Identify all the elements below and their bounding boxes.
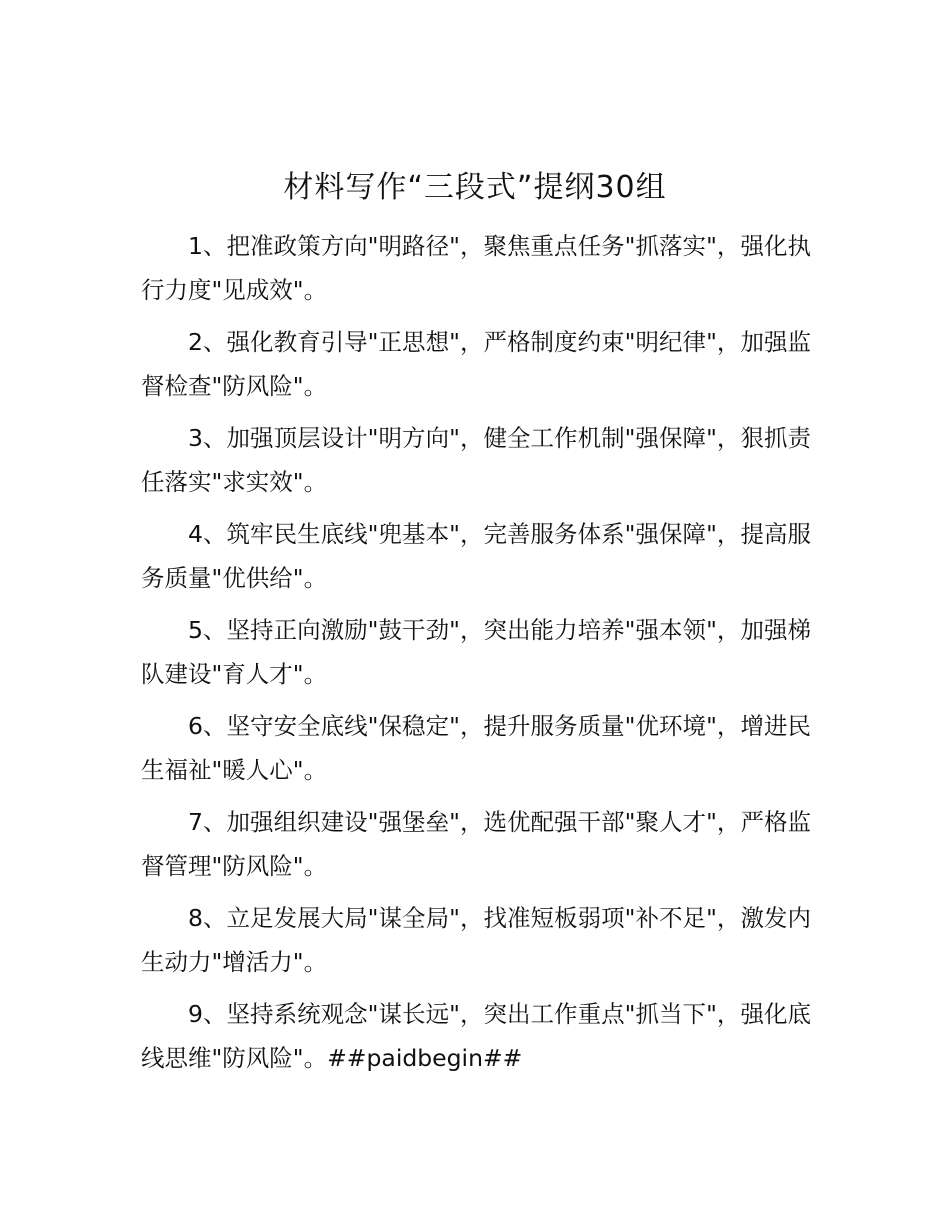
outline-item-6: 6、坚守安全底线"保稳定"，提升服务质量"优环境"，增进民生福祉"暖人心"。 [141,712,811,784]
outline-item-5: 5、坚持正向激励"鼓干劲"，突出能力培养"强本领"，加强梯队建设"育人才"。 [141,616,811,688]
outline-item-4: 4、筑牢民生底线"兜基本"，完善服务体系"强保障"，提高服务质量"优供给"。 [141,520,811,592]
outline-item-1: 1、把准政策方向"明路径"，聚焦重点任务"抓落实"，强化执行力度"见成效"。 [141,232,811,304]
outline-item-2: 2、强化教育引导"正思想"，严格制度约束"明纪律"，加强监督检查"防风险"。 [141,328,811,400]
document-body [141,224,811,1088]
outline-item-7: 7、加强组织建设"强堡垒"，选优配强干部"聚人才"，严格监督管理"防风险"。 [141,808,811,880]
document-title: 材料写作“三段式”提纲30组 [283,170,667,205]
outline-item-3: 3、加强顶层设计"明方向"，健全工作机制"强保障"，狠抓责任落实"求实效"。 [141,424,811,496]
outline-item-8: 8、立足发展大局"谋全局"，找准短板弱项"补不足"，激发内生动力"增活力"。 [141,904,811,976]
outline-item-9: 9、坚持系统观念"谋长远"，突出工作重点"抓当下"，强化底线思维"防风险"。##paidbegin## [141,1000,811,1072]
